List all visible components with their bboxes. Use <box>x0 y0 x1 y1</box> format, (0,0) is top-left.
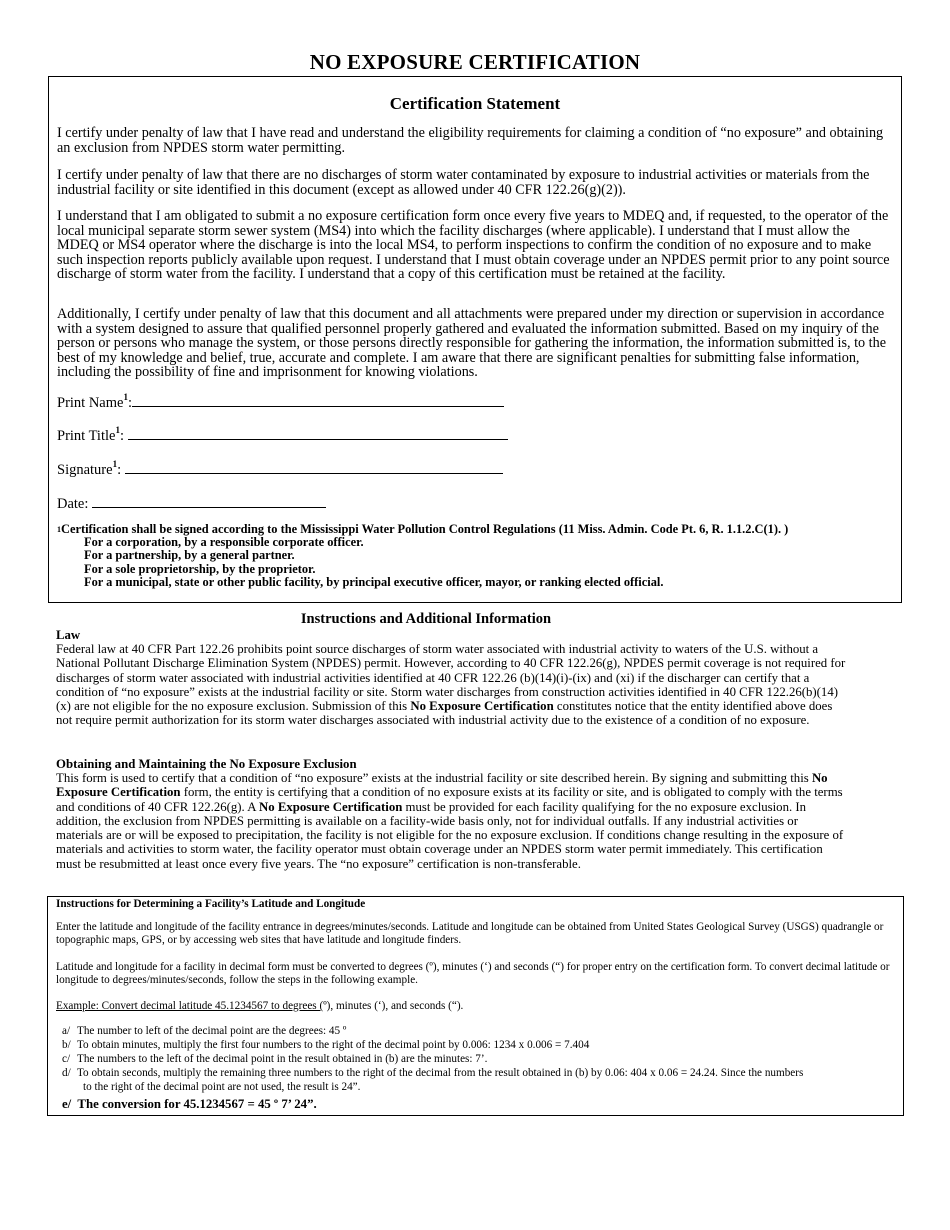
step-label: c/ <box>62 1053 71 1065</box>
step-text: The conversion for 45.1234567 = 45 º 7’ 24”. <box>77 1097 317 1111</box>
footnote-item: For a corporation, by a responsible corporate officer. <box>84 535 364 550</box>
obtaining-text: form, the entity is certifying that a condition of no exposure exists at its facility or site, and is obligated to comply with the terms and conditions of 40 CFR 122.26(g). A <box>56 785 843 814</box>
obtaining-text: This form is used to certify that a condition of “no exposure” exists at the industrial facility or site described herein. By signing and submitting this <box>56 771 812 785</box>
certification-paragraph-1: I certify under penalty of law that I have read and understand the eligibility requirements for claiming a condition of “no exposure” and obtaining an exclusion from NPDES storm water permitting. <box>57 125 884 156</box>
step-label: a/ <box>62 1025 71 1037</box>
example-underlined-text: Example: Convert decimal latitude 45.1234567 to degrees ( <box>56 1000 324 1012</box>
obtaining-heading: Obtaining and Maintaining the No Exposure Exclusion <box>56 757 357 771</box>
latlong-paragraph-2: Latitude and longitude for a facility in decimal form must be converted to degrees (º), minutes (‘) and seconds (“) for proper entry on the certification form. To convert decimal latitude or longitude to degrees/minutes/seconds, follow the steps in the following example. <box>56 961 890 986</box>
footnote-item: For a municipal, state or other public facility, by principal executive officer, mayor, or ranking elected official. <box>84 574 664 589</box>
step-d <box>62 1067 894 1080</box>
certification-paragraph-3: I understand that I am obligated to submit a no exposure certification form once every five years to MDEQ and, if requested, to the operator of the local municipal separate storm sewer system (MS4) into which the facility discharges (where applicable). I understand that I must allow the MDEQ or MS4 operator where the discharge is into the local MS4, to perform inspections to confirm the condition of no exposure and to make such inspection reports publicly available upon request. I understand that I must obtain coverage under an NPDES permit prior to any point source discharge of storm water from the facility. I understand that a copy of this certification must be retained at the facility. <box>57 208 890 283</box>
obtaining-bold-text: No Exposure Certification <box>56 771 828 800</box>
law-text: Federal law at 40 CFR Part 122.26 prohibits point source discharges of storm water associated with industrial activity to waters of the U.S. without a National Pollutant Discharge Elimination System (NPDES) permit. However, according to 40 CFR 122.26(g), NPDES permit coverage is not required for discharges of storm water associated with industrial activities identified at 40 CFR 122.26 (b)(14)(i)-(ix) and (xi) if the discharger can certify that a condition of “no exposure” exists at the industrial facility or site. Storm water discharges from construction activities identified in 40 CFR 122.26(b)(14)(x) are not eligible for the no exposure exclusion. Submission of this <box>56 642 846 714</box>
footnote-item: For a sole proprietorship, by the proprietor. <box>84 561 316 576</box>
example-text: º), minutes (‘), and seconds (“). <box>323 1000 464 1012</box>
step-d-continued: to the right of the decimal point are not used, the result is 24”. <box>83 1081 361 1093</box>
signature-label: Signature <box>57 462 113 478</box>
certification-paragraph-4: Additionally, I certify under penalty of law that this document and all attachments were prepared under my direction or supervision in accordance with a system designed to assure that qualified personnel properly gathered and evaluated the information submitted. Based on my inquiry of the person or persons who manage the system, or those persons directly responsible for gathering the information, the information submitted is, to the best of my knowledge and belief, true, accurate and complete. I am aware that there are significant penalties for submitting false information, including the possibility of fine and imprisonment for knowing violations. <box>57 306 887 381</box>
law-paragraph <box>56 642 846 728</box>
step-e <box>62 1097 317 1112</box>
obtaining-text-end: must be provided for each facility qualifying for the no exposure exclusion. In addition, the exclusion from NPDES permitting is available on a facility-wide basis only, not for individual outfalls. If any industrial activities or materials are or will be exposed to precipitation, the facility is not eligible for the no exposure exclusion. If conditions change resulting in the exposure of materials and activities to storm water, the facility operator must obtain coverage under an NPDES storm water permit immediately. This certification must be resubmitted at least once every five years. The “no exposure” certification is non-transferable. <box>56 799 844 871</box>
date-field[interactable] <box>92 495 326 508</box>
footnote-number: 1 <box>57 525 61 534</box>
step-label: d/ <box>62 1067 71 1079</box>
print-name-label: Print Name <box>57 395 124 411</box>
step-a <box>62 1025 894 1038</box>
step-text: To obtain seconds, multiply the remaining three numbers to the right of the decimal from the result obtained in (b) by 0.06: 404 x 0.06 = 24.24. Since the numbers <box>77 1067 804 1079</box>
latlong-paragraph-1: Enter the latitude and longitude of the facility entrance in degrees/minutes/seconds. Latitude and longitude can be obtained from United States Geological Survey (USGS) quadrangle or topographic maps, GPS, or by accessing web sites that have latitude and longitude finders. <box>56 921 884 946</box>
step-text: The numbers to the left of the decimal point in the result obtained in (b) are the minutes: 7’. <box>77 1053 488 1065</box>
certification-heading: Certification Statement <box>389 94 561 113</box>
print-title-label: Print Title <box>57 428 116 444</box>
footnote-mark: 1 <box>115 425 120 435</box>
form-title: NO EXPOSURE CERTIFICATION <box>309 50 641 74</box>
footnote-mark: 1 <box>112 459 118 469</box>
law-text-end: constitutes notice that the entity identified above does not require permit authorization for its storm water discharges associated with industrial activity due to the existence of a condition of no exposure. <box>56 699 833 728</box>
step-text: To obtain minutes, multiply the first four numbers to the right of the decimal point by 0.006: 1234 x 0.006 = 7.404 <box>77 1039 590 1051</box>
law-heading: Law <box>56 628 81 642</box>
step-label: e/ <box>62 1097 72 1111</box>
signature-row: Signature$^1$: <box>57 461 503 479</box>
date-row <box>57 495 326 513</box>
step-b <box>62 1039 894 1052</box>
step-c <box>62 1053 894 1066</box>
obtaining-paragraph <box>56 771 846 871</box>
latlong-example <box>56 1000 896 1013</box>
print-name-row: Print Name$^1$: <box>57 394 504 412</box>
footnote-mark: 1 <box>123 392 128 402</box>
print-title-field[interactable] <box>128 427 508 440</box>
law-bold-text: No Exposure Certification <box>410 699 554 714</box>
footnote-text: Certification shall be signed according to the Mississippi Water Pollution Control Regulations (11 Miss. Admin. Code Pt. 6, R. 1.1.2.C(1). ) <box>61 522 789 536</box>
print-name-field[interactable] <box>132 394 504 407</box>
certification-paragraph-2: I certify under penalty of law that there are no discharges of storm water contaminated by exposure to industrial activities or materials from the industrial facility or site identified in this document (except as allowed under 40 CFR 122.26(g)(2)). <box>57 167 870 198</box>
step-text: The number to left of the decimal point are the degrees: 45 º <box>77 1025 347 1037</box>
print-title-row: Print Title$^1$: <box>57 427 508 445</box>
latlong-heading: Instructions for Determining a Facility’s Latitude and Longitude <box>56 898 366 910</box>
footnote-item: For a partnership, by a general partner. <box>84 548 295 563</box>
step-label: b/ <box>62 1039 71 1051</box>
date-label: Date: <box>57 496 89 512</box>
obtaining-bold-text: No Exposure Certification <box>258 799 403 814</box>
signature-footnote <box>57 523 788 589</box>
signature-field[interactable] <box>125 461 503 474</box>
instructions-heading: Instructions and Additional Information <box>300 611 552 627</box>
